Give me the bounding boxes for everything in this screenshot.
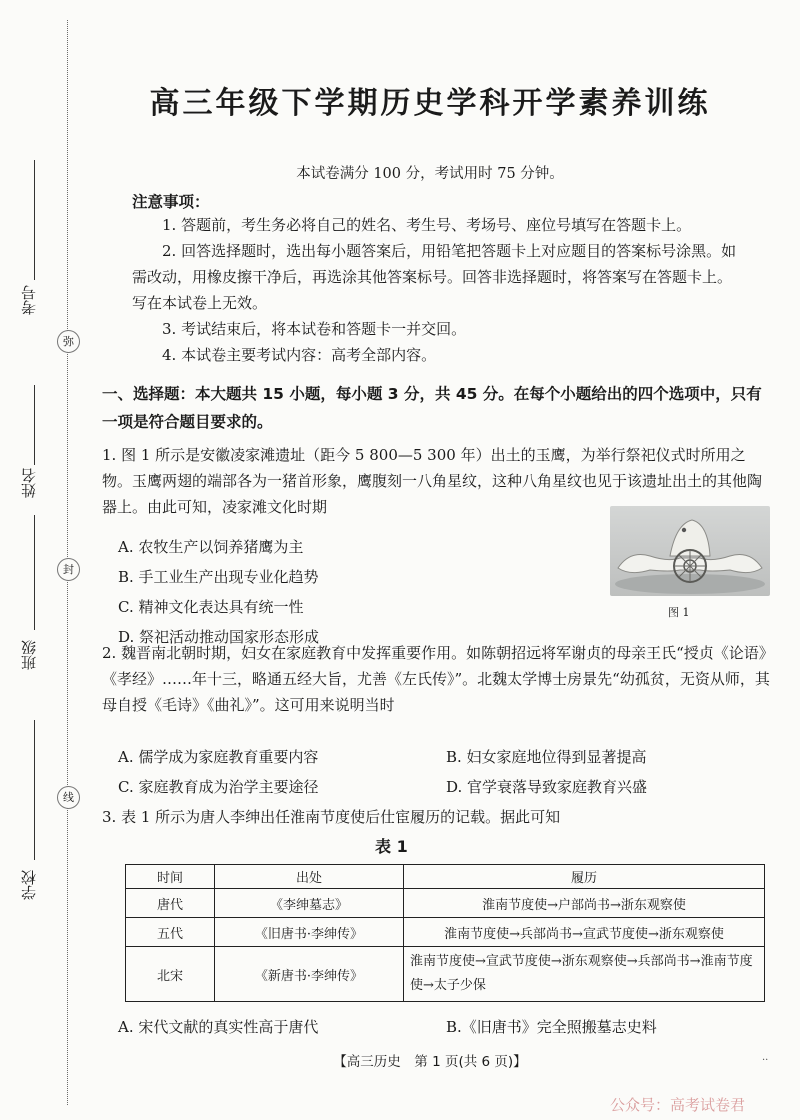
figure-caption: 图 1 xyxy=(668,606,690,619)
table-row xyxy=(126,947,765,1002)
q2-option-c: C. 家庭教育成为治学主要途径 xyxy=(118,778,319,796)
q2-option-a: A. 儒学成为家庭教育重要内容 xyxy=(118,748,319,766)
notice-item: 4. 本试卷主要考试内容：高考全部内容。 xyxy=(162,346,437,364)
notice-item: 2. 回答选择题时，选出每小题答案后，用铅笔把答题卡上对应题目的答案标号涂黑。如需改动，用橡皮擦干净后，再选涂其他答案标号。回答非选择题时，将答案写在答题卡上。写在本试卷上无效。 xyxy=(132,242,737,312)
seal-feng: 封 xyxy=(57,558,80,581)
table-cell: 北宋 xyxy=(126,947,215,1002)
section-heading: 一、选择题：本大题共 15 小题，每小题 3 分，共 45 分。在每个小题给出的四个选项中，只有一项是符合题目要求的。 xyxy=(102,385,762,431)
table-cell: 唐代 xyxy=(126,889,215,918)
table-cell: 《新唐书·李绅传》 xyxy=(215,947,404,1002)
table-cell: 淮南节度使→户部尚书→浙东观察使 xyxy=(404,889,765,918)
q1-option-c: C. 精神文化表达具有统一性 xyxy=(118,598,304,616)
notice-list xyxy=(132,212,742,368)
question-2-stem: 2. 魏晋南北朝时期，妇女在家庭教育中发挥重要作用。如陈朝招远将军谢贞的母亲王氏“授贞《论语》《孝经》……年十三，略通五经大旨，尤善《左氏传》”。北魏太学博士房景先“幼孤贫，无资从师，其母自授《毛诗》《曲礼》”。这可用来说明当时 xyxy=(102,644,770,714)
notice-heading: 注意事项： xyxy=(132,193,210,211)
table-title: 表 1 xyxy=(375,837,408,856)
table-cell: 淮南节度使→兵部尚书→宣武节度使→浙东观察使 xyxy=(404,918,765,947)
kaohao-fill-line xyxy=(34,160,35,280)
seal-mi: 弥 xyxy=(57,330,80,353)
table-header: 履历 xyxy=(404,865,765,889)
table-cell: 《李绅墓志》 xyxy=(215,889,404,918)
table-row xyxy=(126,918,765,947)
notice-item: 1. 答题前，考生务必将自己的姓名、考生号、考场号、座位号填写在答题卡上。 xyxy=(162,216,692,234)
page-footer: 【高三历史 第 1 页(共 6 页)】 xyxy=(333,1054,527,1070)
kaohao-label: 考号 xyxy=(20,285,38,315)
question-1-stem: 1. 图 1 所示是安徽凌家滩遗址（距今 5 800—5 300 年）出土的玉鹰，为举行祭祀仪式时所用之物。玉鹰两翅的端部各为一猪首形象，鹰腹刻一八角星纹，这种八角星纹也见于该遗址出土的其他陶器上。由此可知，凌家滩文化时期 xyxy=(102,446,763,516)
xuexiao-fill-line xyxy=(34,720,35,860)
page-title: 高三年级下学期历史学科开学素养训练 xyxy=(149,86,711,121)
question-3 xyxy=(102,804,772,830)
table-row xyxy=(126,889,765,918)
table-cell: 《旧唐书·李绅传》 xyxy=(215,918,404,947)
career-table xyxy=(125,864,765,1002)
q2-option-b: B. 妇女家庭地位得到显著提高 xyxy=(446,748,647,766)
table-header: 时间 xyxy=(126,865,215,889)
xuexiao-label: 学校 xyxy=(20,870,38,900)
table-cell: 五代 xyxy=(126,918,215,947)
banji-label: 班级 xyxy=(20,640,38,670)
xingming-label: 姓名 xyxy=(20,468,38,498)
watermark: 公众号：高考试卷君 xyxy=(610,1096,746,1114)
q2-option-d: D. 官学衰落导致家庭教育兴盛 xyxy=(446,778,648,796)
table-header: 出处 xyxy=(215,865,404,889)
notice-item: 3. 考试结束后，将本试卷和答题卡一并交回。 xyxy=(162,320,467,338)
jade-eagle-illustration xyxy=(610,506,770,596)
table-header-row xyxy=(126,865,765,889)
table-cell: 淮南节度使→宣武节度使→浙东观察使→兵部尚书→淮南节度使→太子少保 xyxy=(404,947,765,1002)
q3-option-b: B.《旧唐书》完全照搬墓志史料 xyxy=(446,1018,657,1036)
jade-eagle-figure xyxy=(610,506,770,596)
corner-mark: ·· xyxy=(762,1055,769,1066)
xingming-fill-line xyxy=(34,385,35,465)
q3-option-a: A. 宋代文献的真实性高于唐代 xyxy=(118,1018,319,1036)
question-2 xyxy=(102,640,772,718)
q1-option-b: B. 手工业生产出现专业化趋势 xyxy=(118,568,319,586)
question-3-stem: 3. 表 1 所示为唐人李绅出任淮南节度使后仕宦履历的记载。据此可知 xyxy=(102,808,561,826)
banji-fill-line xyxy=(34,515,35,630)
seal-xian: 线 xyxy=(57,786,80,809)
q1-option-d: D. 祭祀活动推动国家形态形成 xyxy=(118,628,320,646)
exam-meta: 本试卷满分 100 分，考试用时 75 分钟。 xyxy=(296,166,564,182)
q1-option-a: A. 农牧生产以饲养猪鹰为主 xyxy=(118,538,304,556)
